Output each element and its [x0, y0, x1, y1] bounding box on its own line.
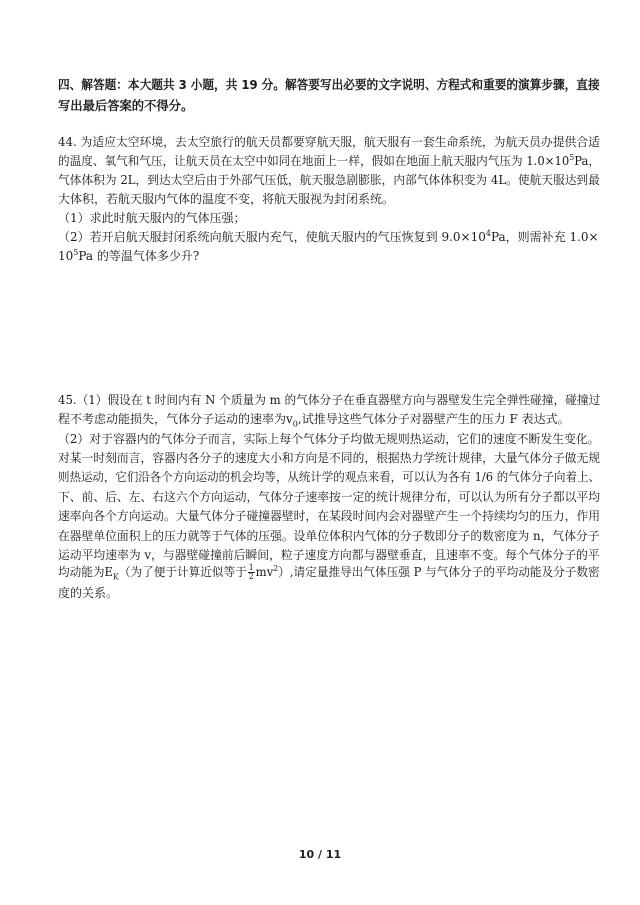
q44-subquestion-2: （2）若开启航天服封闭系统向航天服内充气，使航天服内的气压恢复到 $9.0\times 10^4Pa$，则需补充 1.0× — [58, 229, 599, 244]
q44-line7: $10^5Pa$ 的等温气体多少升? — [58, 248, 200, 263]
section-heading-line1: 四、解答题：本大题共 3 小题，共 19 分。解答要写出必要的文字说明、方程式和重要的演算步骤，直接 — [58, 78, 600, 92]
q44-line1: 44. 为适应太空环境，去太空旅行的航天员都要穿航天服，航天服有一套生命系统，为航天员办提供合适 — [58, 135, 600, 149]
fraction-one-half: $\frac{1}{2}$ — [248, 563, 254, 581]
q45-line2: 程不考虑动能损失，气体分子运动的速率为$v_0$,试推导这些气体分子对器壁产生的压力 F 表达式。 — [58, 412, 570, 429]
q44-line4: 大体积，若航天服内气体的温度不变，将航天服视为封闭系统。 — [58, 192, 395, 206]
q45-line7: 速率向各个方向运动。大量气体分子碰撞器壁时，在某段时间内会对器壁产生一个持续均匀的压力，作用 — [58, 509, 601, 523]
q45-line4: 对某一时刻而言，容器内各分子的速度大小和方向是不同的，根据热力学统计规律，大量气体分子做无规 — [58, 451, 601, 465]
q45-line6: 下、前、后、左、右这六个方向运动，气体分子速率按一定的统计规律分布，可以认为所有分子都以平均 — [58, 490, 601, 504]
q45-line9: 运动平均速率为 v，与器壁碰撞前后瞬间，粒子速度方向都与器壁垂直，且速率不变。每个气体分子的平 — [58, 548, 600, 562]
q44-line2: 的温度、氧气和气压，让航天员在太空中如同在地面上一样，假如在地面上航天服内气压为 $1.0\times 10^5Pa$， — [58, 153, 601, 168]
q45-line3: （2）对于容器内的气体分子而言，实际上每个气体分子均做无规则热运动，它们的速度不断发生变化。 — [58, 432, 600, 446]
q44-subquestion-1: （1）求此时航天服内的气体压强； — [58, 211, 246, 225]
q45-line11: 度的关系。 — [58, 586, 119, 600]
q45-line1: 45.（1）假设在 t 时间内有 N 个质量为 m 的气体分子在垂直器壁方向与器壁发生完全弹性碰撞，碰撞过 — [58, 393, 601, 407]
q45-line5: 则热运动，它们沿各个方向运动的机会均等，从统计学的观点来看，可以认为各有 1/6 的气体分子向着上、 — [58, 470, 600, 484]
q45-line10: 均动能为$E_K$（为了便于计算近似等于 $\frac{1}{2}$ $mv^2$）,请定量推导出气体压强 P 与气体分子的平均动能及分子数密 — [58, 563, 600, 582]
section-heading-line2: 写出最后答案的不得分。 — [58, 99, 194, 113]
page-number: 10 / 11 — [298, 848, 342, 861]
q45-line8: 在器壁单位面积上的压力就等于气体的压强。设单位体积内气体的分子数即分子的数密度为 n，气体分子 — [58, 529, 600, 543]
q44-line3: 气体体积为 2L，到达太空后由于外部气压低，航天服急剧膨胀，内部气体体积变为 4L。使航天服达到最 — [58, 173, 600, 187]
